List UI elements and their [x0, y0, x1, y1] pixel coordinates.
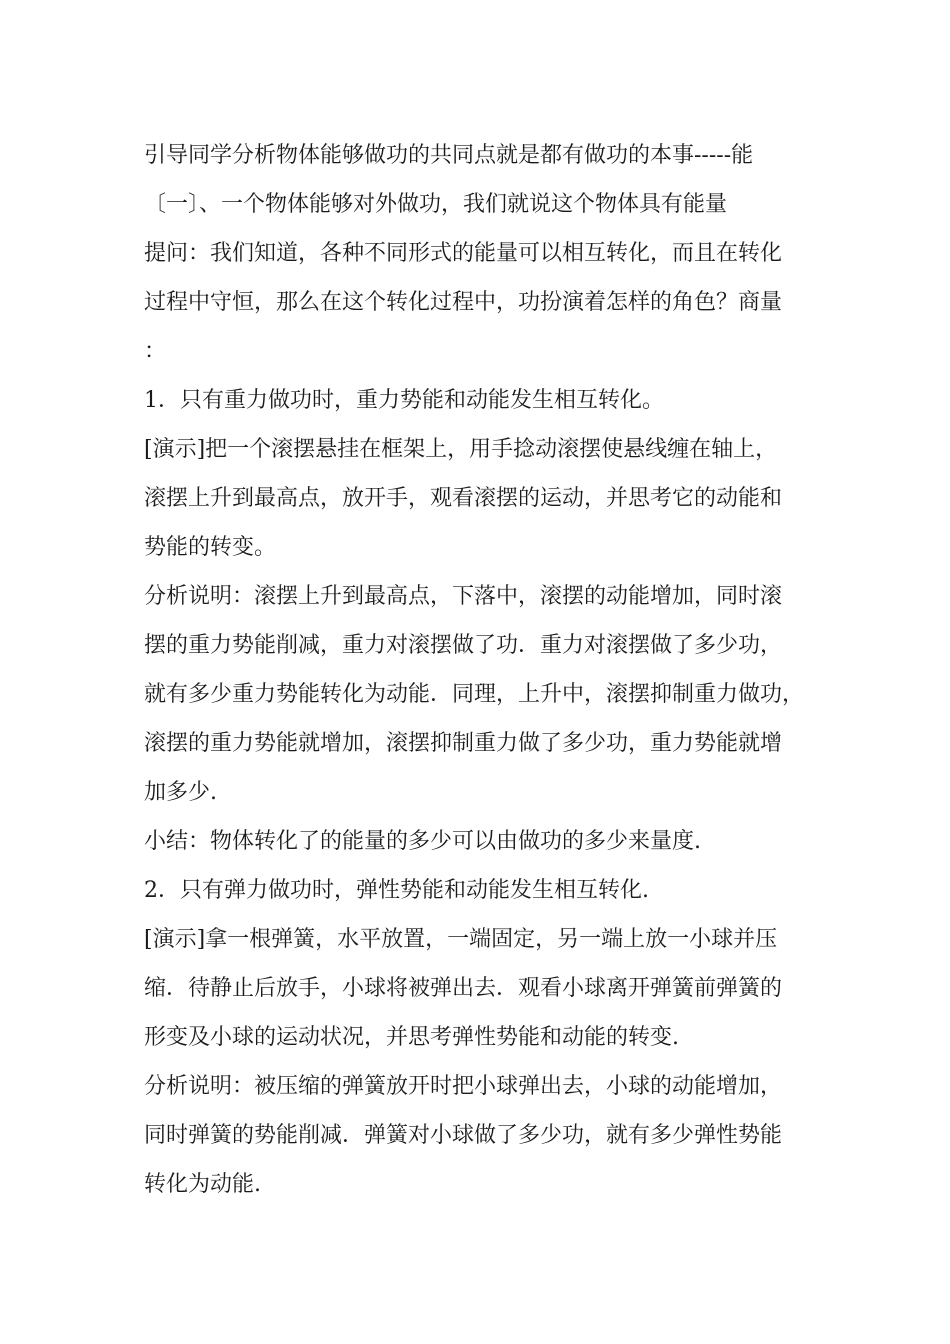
text-line: 势能的转变。: [144, 535, 277, 560]
text-line: 2．只有弹力做功时，弹性势能和动能发生相互转化.: [144, 878, 649, 903]
text-line: 过程中守恒，那么在这个转化过程中，功扮演着怎样的角色？商量: [144, 290, 783, 315]
text-line: 缩．待静止后放手，小球将被弹出去．观看小球离开弹簧前弹簧的: [144, 976, 783, 1001]
text-line: 形变及小球的运动状况，并思考弹性势能和动能的转变.: [144, 1025, 679, 1050]
text-line: 摆的重力势能削减，重力对滚摆做了功．重力对滚摆做了多少功，: [144, 633, 783, 658]
text-line: 转化为动能.: [144, 1172, 261, 1197]
text-line: 就有多少重力势能转化为动能．同理，上升中，滚摆抑制重力做功，: [144, 682, 805, 707]
text-line: 提问：我们知道，各种不同形式的能量可以相互转化，而且在转化: [144, 241, 783, 266]
text-line: 〔一〕、一个物体能够对外做功，我们就说这个物体具有能量: [144, 192, 728, 217]
text-line: 同时弹簧的势能削减．弹簧对小球做了多少功，就有多少弹性势能: [144, 1123, 783, 1148]
text-line: 滚摆上升到最高点，放开手，观看滚摆的运动，并思考它的动能和: [144, 486, 783, 511]
text-line: [演示]把一个滚摆悬挂在框架上，用手捻动滚摆使悬线缠在轴上，: [144, 437, 778, 462]
text-line: 小结：物体转化了的能量的多少可以由做功的多少来量度.: [144, 829, 701, 854]
text-line: 分析说明：被压缩的弹簧放开时把小球弹出去，小球的动能增加，: [144, 1074, 783, 1099]
text-line: 滚摆的重力势能就增加，滚摆抑制重力做了多少功，重力势能就增: [144, 731, 783, 756]
text-line: 引导同学分析物体能够做功的共同点就是都有做功的本事-----能: [144, 143, 754, 168]
document-body: [144, 131, 834, 1209]
text-line: 分析说明：滚摆上升到最高点，下落中，滚摆的动能增加，同时滚: [144, 584, 783, 609]
text-line: [演示]拿一根弹簧，水平放置，一端固定，另一端上放一小球并压: [144, 927, 778, 952]
text-line: 1．只有重力做功时，重力势能和动能发生相互转化。: [144, 388, 664, 413]
text-line: ：: [144, 339, 167, 364]
text-line: 加多少.: [144, 780, 217, 805]
